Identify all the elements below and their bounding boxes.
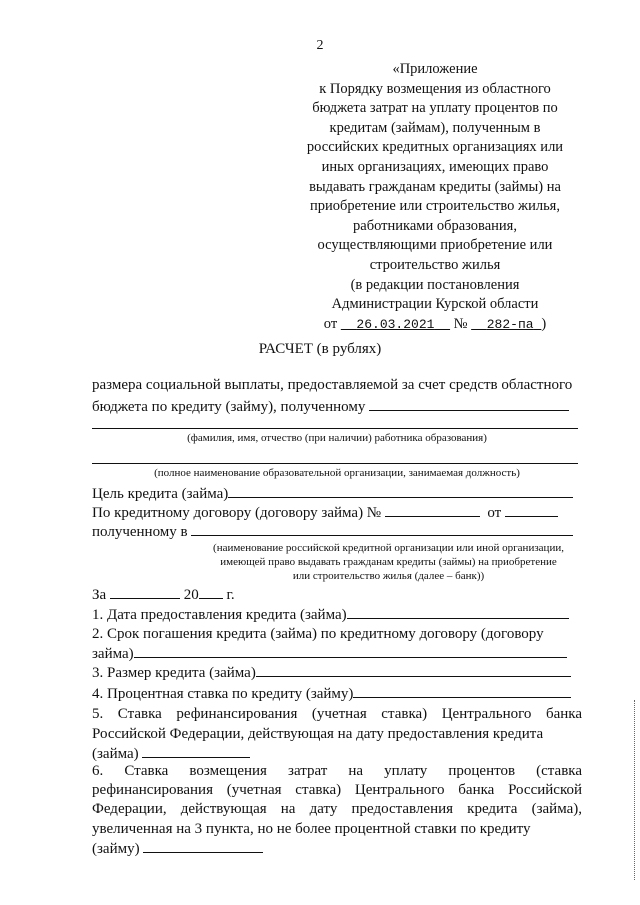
item-2: 2. Срок погашения кредита (займа) по кредитному договору (договору (92, 626, 544, 642)
appendix-line: выдавать гражданам кредиты (займы) на (309, 178, 561, 195)
refinancing-rate-field[interactable] (142, 744, 250, 758)
appendix-line: к Порядку возмещения из областного (319, 80, 551, 97)
appendix-line: Администрации Курской области (331, 296, 539, 313)
appendix-line: «Приложение (392, 61, 478, 77)
number-label: № (453, 315, 468, 332)
caption-name: (фамилия, имя, отчество (при наличии) работника образования) (187, 432, 487, 444)
page-number: 2 (316, 38, 324, 53)
appendix-line: (в редакции постановления (350, 276, 520, 293)
caption-org: (полное наименование образовательной организации, занимаемая должность) (154, 467, 520, 479)
appendix-line: российских кредитных организациях или (306, 139, 564, 156)
year-field[interactable] (199, 585, 223, 599)
org-line[interactable] (92, 463, 578, 464)
appendix-line: осуществляющими приобретение или (317, 237, 553, 254)
from-label: от (323, 315, 338, 332)
caption-bank: (наименование российской кредитной организации или иной организации, имеющей право выдавать гражданам кредиты (займы) на приобретение или строительство жилья (далее – банк)) (213, 542, 564, 582)
intro-line-2: бюджета по кредиту (займу), полученному (92, 397, 582, 416)
borrower-field[interactable] (369, 397, 569, 411)
appendix-line: приобретение или строительство жилья, (310, 198, 560, 215)
name-line[interactable] (92, 428, 578, 429)
interest-rate-field[interactable] (353, 684, 571, 698)
appendix-header (300, 60, 570, 334)
contract-row: По кредитному договору (договору займа) № от (92, 503, 582, 522)
item-3: 3. Размер кредита (займа) (92, 663, 582, 682)
scan-edge-mark (634, 700, 638, 880)
item-1: 1. Дата предоставления кредита (займа) (92, 605, 582, 624)
appendix-line: строительство жилья (369, 256, 501, 273)
appendix-line: работниками образования, (353, 217, 517, 234)
item-5: 5. Ставка рефинансирования (учетная ставка) Центрального банка Российской Федерации, действующая на дату предоставления кредита (92, 706, 582, 742)
period-row: За 20 г. (92, 587, 235, 603)
item-5-end: (займа) (92, 744, 582, 763)
credit-purpose-field[interactable] (228, 484, 573, 498)
appendix-line: иных организациях, имеющих право (321, 158, 549, 175)
period-field[interactable] (110, 585, 180, 599)
credit-purpose-row: Цель кредита (займа) (92, 484, 582, 503)
resolution-date: 26.03.2021 (356, 316, 435, 332)
document-title: РАСЧЕТ (в рублях) (258, 341, 382, 357)
received-in-row: полученному в (92, 522, 582, 541)
reimbursement-rate-field[interactable] (143, 839, 263, 853)
resolution-number: 282-па (486, 316, 534, 332)
contract-number-field[interactable] (385, 503, 480, 517)
repayment-term-field[interactable] (134, 644, 567, 658)
item-6-end: (займу) (92, 839, 582, 858)
credit-amount-field[interactable] (256, 663, 571, 677)
credit-date-field[interactable] (347, 605, 569, 619)
bank-field[interactable] (191, 522, 573, 536)
closing-paren: ) (541, 315, 547, 332)
appendix-line: кредитам (займам), полученным в (329, 119, 541, 136)
item-2-end: займа) (92, 644, 582, 663)
appendix-line: бюджета затрат на уплату процентов по (312, 100, 558, 117)
item-6: 6. Ставка возмещения затрат на уплату процентов (ставка рефинансирования (учетная ставка) Центрального банка Российской Федерации, действующая на дату предоставления кредита (займа), увеличенная на 3 пункта, но не более процентной ставки по кредиту (92, 763, 582, 837)
intro-line-1: размера социальной выплаты, предоставляемой за счет средств областного (92, 377, 573, 393)
contract-date-field[interactable] (505, 503, 558, 517)
item-4: 4. Процентная ставка по кредиту (займу) (92, 684, 582, 703)
resolution-reference (300, 315, 570, 335)
